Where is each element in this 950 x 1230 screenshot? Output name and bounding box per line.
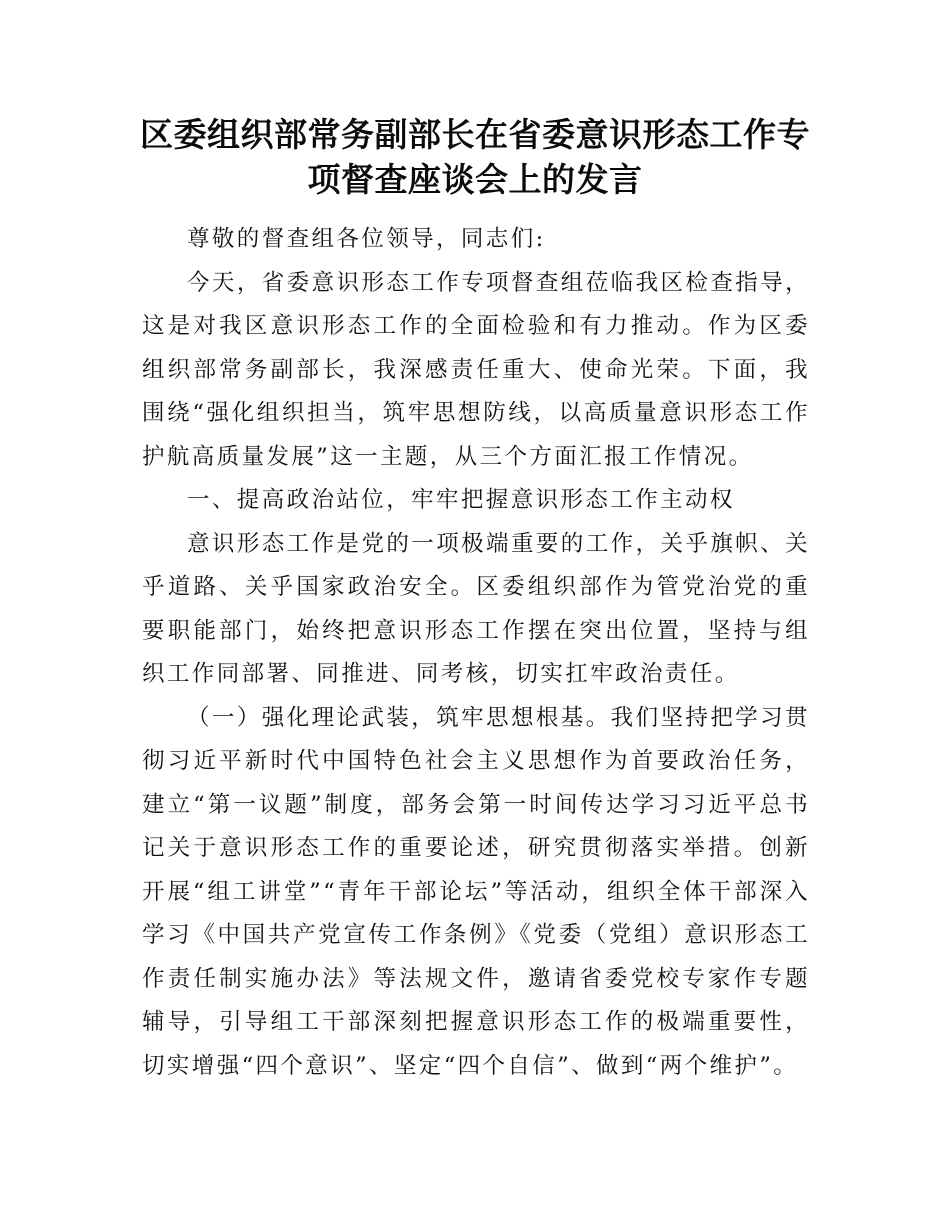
section-1-heading: 一、提高政治站位，牢牢把握意识形态工作主动权 bbox=[187, 487, 735, 513]
title-line-2: 项督查座谈会上的发言 bbox=[307, 160, 643, 199]
section-1-paragraph: 意识形态工作是党的一项极端重要的工作，关乎旗帜、关乎道路、关乎国家政治安全。区委组织部作为管党治党的重要职能部门，始终把意识形态工作摆在突出位置，坚持与组织工作同部署、同推进、同考核，切实扛牢政治责任。 bbox=[142, 530, 810, 687]
document-title bbox=[120, 112, 830, 202]
document-body bbox=[142, 218, 810, 1088]
salutation: 尊敬的督查组各位领导，同志们: bbox=[187, 226, 546, 252]
title-line-1: 区委组织部常务副部长在省委意识形态工作专 bbox=[140, 115, 810, 154]
intro-paragraph: 今天，省委意识形态工作专项督查组莅临我区检查指导，这是对我区意识形态工作的全面检验和有力推动。作为区委组织部常务副部长，我深感责任重大、使命光荣。下面，我围绕“强化组织担当，筑牢思想防线，以高质量意识形态工作护航高质量发展”这一主题，从三个方面汇报工作情况。 bbox=[142, 269, 810, 470]
subsection-1-paragraph: （一）强化理论武装，筑牢思想根基。我们坚持把学习贯彻习近平新时代中国特色社会主义思想作为首要政治任务，建立“第一议题”制度，部务会第一时间传达学习习近平总书记关于意识形态工作的重要论述，研究贯彻落实举措。创新开展“组工讲堂”“青年干部论坛”等活动，组织全体干部深入学习《中国共产党宣传工作条例》《党委（党组）意识形态工作责任制实施办法》等法规文件，邀请省委党校专家作专题辅导，引导组工干部深刻把握意识形态工作的极端重要性，切实增强“四个意识”、坚定“四个自信”、做到“两个维护”。 bbox=[142, 704, 810, 1079]
